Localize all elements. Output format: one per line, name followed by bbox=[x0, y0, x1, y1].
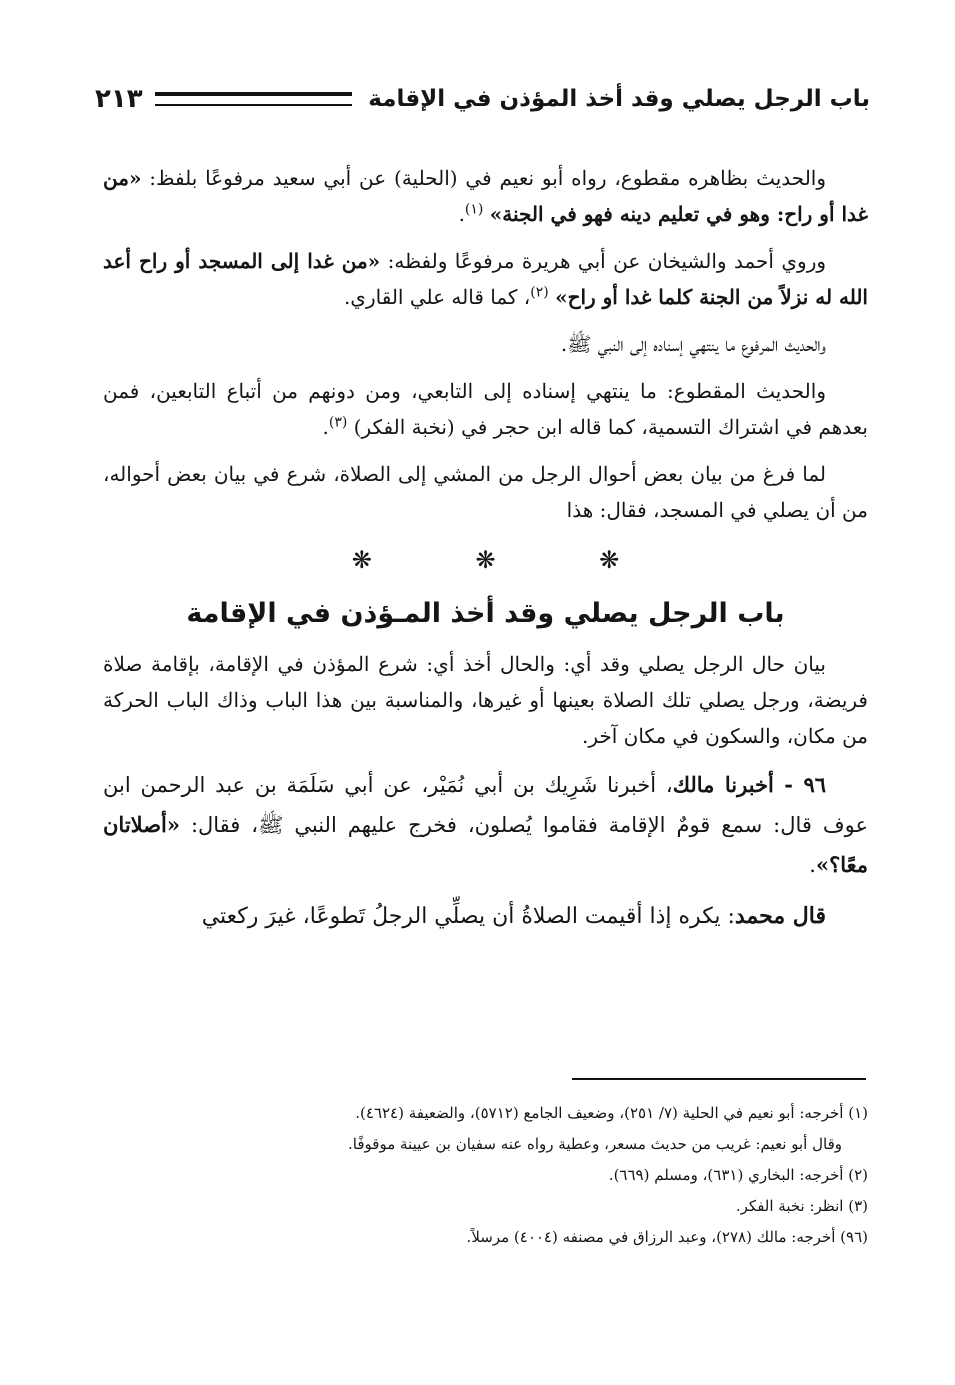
page-number: ٢١٣ bbox=[95, 84, 143, 114]
paragraph-end: . bbox=[458, 202, 465, 226]
hadith-96 bbox=[103, 765, 868, 885]
header-rule bbox=[155, 92, 353, 106]
footnote-3: (٣) انظر: نخبة الفكر. bbox=[735, 1197, 868, 1215]
footnote-rule bbox=[572, 1078, 866, 1080]
paragraph-text: وروي أحمد والشيخان عن أبي هريرة مرفوعًا ولفظه: bbox=[387, 249, 827, 273]
commentary-lead: قال محمد bbox=[734, 903, 826, 929]
chapter-title: باب الرجل يصلي وقد أخذ المـؤذن في الإقامة bbox=[186, 598, 785, 629]
paragraph-text: لما فرغ من بيان بعض أحوال الرجل من المشي إلى الصلاة، شرع في بيان بعض أحواله، من أن يصلي في المسجد، فقال: هذا bbox=[103, 462, 868, 522]
paragraph-end: . bbox=[322, 415, 329, 439]
footnote-ref-2: (٢) bbox=[530, 284, 549, 301]
paragraph-transition bbox=[103, 456, 868, 528]
chapter-intro bbox=[103, 646, 868, 754]
footnote-ref-1: (١) bbox=[464, 201, 484, 218]
footnote-1: (١) أخرجه: أبو نعيم في الحلية (٧/ ٢٥١)، وضعيف الجامع (٥٧١٢)، والضعيفة (٤٦٢٤). bbox=[355, 1104, 868, 1122]
hadith-quote: «من غدا إلى المسجد أو راح أعد الله له نزلاً من الجنة كلما غدا أو راح» bbox=[103, 249, 868, 309]
paragraph-hilya bbox=[103, 160, 868, 232]
paragraph-marfu bbox=[103, 326, 868, 362]
footnote-1-continuation: وقال أبو نعيم: غريب من حديث مسعر، وعطية رواه عنه سفيان بن عيينة موقوفًا. bbox=[348, 1135, 842, 1153]
commentary-muhammad bbox=[103, 896, 868, 937]
hadith-text: ، أخبرنا شَرِيك بن أبي نُمَيْر، عن أبي سَلَمَة بن عبد الرحمن ابن عوف قال: سمع قومٌ الإقامة فقاموا يُصلون، فخرج عليهم النبي ﷺ، فقال: bbox=[103, 773, 868, 837]
hadith-number-lead: ٩٦ - أخبرنا مالك bbox=[672, 772, 826, 797]
paragraph-text: والحديث المرفوع ما ينتهي إسناده إلى النبي ﷺ. bbox=[560, 332, 826, 356]
section-separator: ❋ ❋ ❋ bbox=[351, 546, 668, 574]
running-title: باب الرجل يصلي وقد أخذ المؤذن في الإقامة bbox=[368, 86, 870, 112]
footnote-2: (٢) أخرجه: البخاري (٦٣١)، ومسلم (٦٦٩). bbox=[608, 1166, 868, 1184]
footnotes bbox=[103, 1098, 868, 1253]
paragraph-text: بيان حال الرجل يصلي وقد أي: والحال أخذ أي: شرع المؤذن في الإقامة، بإقامة صلاة فريضة، ورجل يصلي تلك الصلاة بعينها أو غيرها، والمناسبة بين هذا الباب وذاك الباب الحركة من مكان، والسكون في مكان آخر. bbox=[103, 652, 868, 748]
paragraph-maqtu bbox=[103, 373, 868, 445]
footnote-96: (٩٦) أخرجه: مالك (٢٧٨)، وعبد الرزاق في مصنفه (٤٠٠٤) مرسلاً. bbox=[466, 1228, 868, 1246]
hadith-quote: «أصلاتان معًا؟» bbox=[103, 812, 868, 877]
paragraph-end: . bbox=[809, 853, 816, 877]
main-text bbox=[103, 160, 868, 948]
commentary-text: : يكره إذا أقيمت الصلاةُ أن يصلِّي الرجلُ تَطوعًا، غيرَ ركعتي bbox=[201, 904, 735, 929]
hadith-quote: «من غدا أو راح: وهو في تعليم دينه فهو في الجنة» bbox=[103, 166, 868, 226]
footnote-ref-3: (٣) bbox=[328, 414, 348, 431]
running-header bbox=[95, 78, 870, 120]
paragraph-text: والحديث بظاهره مقطوع، رواه أبو نعيم في (الحلية) عن أبي سعيد مرفوعًا بلفظ: bbox=[149, 166, 827, 190]
paragraph-shaykhan bbox=[103, 243, 868, 315]
paragraph-text: والحديث المقطوع: ما ينتهي إسناده إلى التابعي، ومن دونهم من أتباع التابعين، فمن بعدهم في اشتراك التسمية، كما قاله ابن حجر في (نخبة الفكر) bbox=[103, 379, 868, 439]
paragraph-end: ، كما قاله علي القاري. bbox=[343, 285, 531, 309]
